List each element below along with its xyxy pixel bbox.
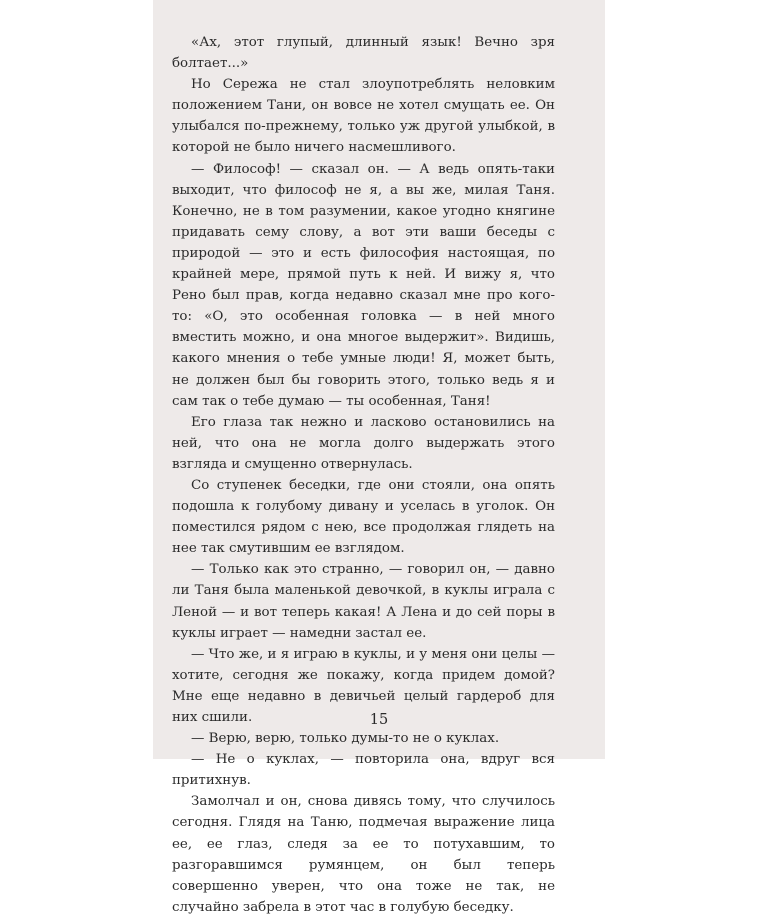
paragraph: — Не о куклах, — повторила она, вдруг вся притихнув. [172, 752, 555, 789]
paragraph: Со ступенек беседки, где они стояли, она опять подошла к голубому дивану и уселась в уголок. Он поместился рядом с нею, все продолжая глядеть на нее так смутившим ее взглядом. [172, 477, 555, 557]
paragraph: — Верю, верю, только думы-то не о куклах. [191, 731, 500, 747]
paragraph: — Философ! — сказал он. — А ведь опять-таки выходит, что философ не я, а вы же, милая Таня. Конечно, не в том разумении, какое угодно княгине придавать сему слову, а вот эти ваши беседы с природой — это и есть философия настоящая, по крайней мере, прямой путь к ней. И вижу я, что Рено был прав, когда недавно сказал мне про кого-то: «О, это особенная головка — в ней много вместить можно, и она многое выдержит». Видишь, какого мнения о тебе умные люди! Я, может быть, не должен был бы говорить этого, только ведь я и сам так о тебе думаю — ты особенная, Таня! [172, 161, 555, 409]
paragraph: Но Сережа не стал злоупотреблять неловким положением Тани, он вовсе не хотел смущать ее. Он улыбался по-прежнему, только уж другой улыбкой, в которой не было ничего насмешливого. [172, 77, 555, 156]
body-text [172, 32, 555, 918]
paragraph: — Что же, и я играю в куклы, и у меня они целы — хотите, сегодня же покажу, когда придем домой? Мне еще недавно в девичьей целый гардероб для них сшили. [172, 646, 555, 725]
book-page [153, 0, 605, 915]
page-number: 15 [369, 712, 389, 728]
paragraph: Его глаза так нежно и ласково остановились на ней, что она не могла долго выдержать этого взгляда и смущенно отвернулась. [172, 414, 555, 472]
paragraph: «Ах, этот глупый, длинный язык! Вечно зря болтает...» [172, 35, 555, 72]
paragraph: — Только как это странно, — говорил он, — давно ли Таня была маленькой девочкой, в куклы играла с Леной — и вот теперь какая! А Лена и до сей поры в куклы играет — намедни застал ее. [172, 562, 555, 641]
paragraph: Замолчал и он, снова дивясь тому, что случилось сегодня. Глядя на Таню, подмечая выражение лица ее, ее глаз, следя за ее то потухавшим, то разгоравшимся румянцем, он был теперь совершенно уверен, что она тоже не так, не случайно забрела в этот час в голубую беседку. [172, 794, 555, 915]
